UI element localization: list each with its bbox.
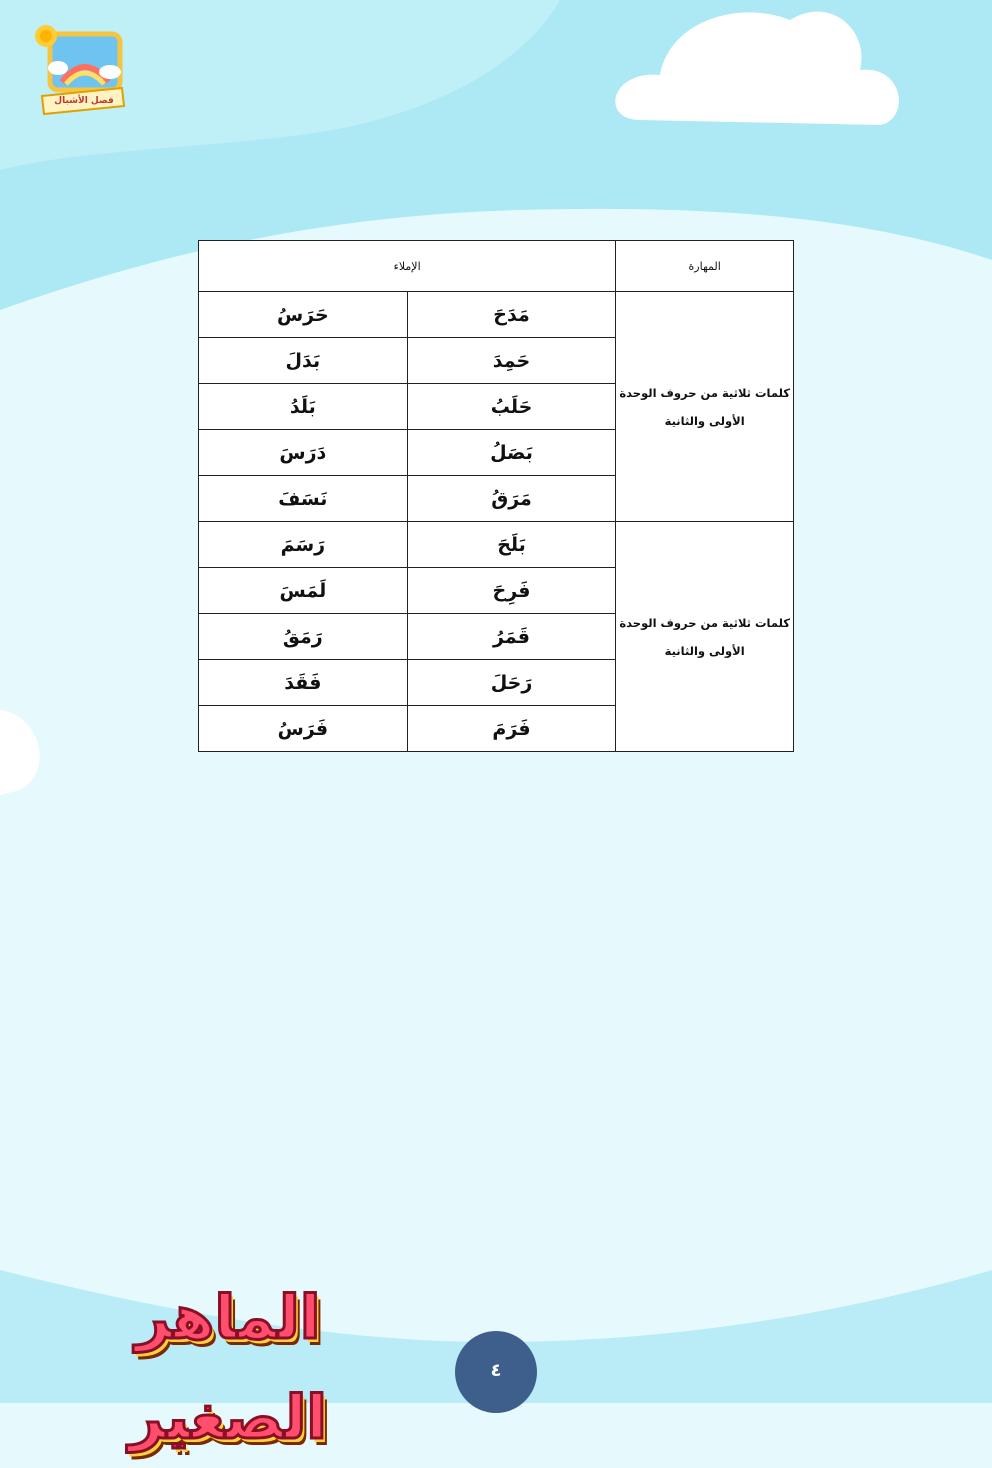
brand-logo-text: الماهر الصغير bbox=[129, 1283, 327, 1453]
skill-column-header: المهارة bbox=[616, 241, 794, 292]
word-cell: رَسَمَ bbox=[199, 522, 408, 568]
word-cell: فَرَسُ bbox=[199, 706, 408, 752]
word-cell: حَرَسُ bbox=[199, 292, 408, 338]
badge-text: فصل الأشبال bbox=[54, 96, 114, 106]
word-cell: لَمَسَ bbox=[199, 568, 408, 614]
word-cell: بَصَلُ bbox=[407, 430, 616, 476]
word-cell: رَمَقُ bbox=[199, 614, 408, 660]
word-cell: بَلَحَ bbox=[407, 522, 616, 568]
skill-description: كلمات ثلاثية من حروف الوحدة الأولى والثانية bbox=[616, 522, 794, 752]
word-cell: فَرَمَ bbox=[407, 706, 616, 752]
dictation-column-header: الإملاء bbox=[199, 241, 616, 292]
page-number-badge: ٤ bbox=[455, 1331, 537, 1413]
dictation-skills-table bbox=[198, 240, 794, 752]
word-cell: قَمَرُ bbox=[407, 614, 616, 660]
word-cell: بَدَلَ bbox=[199, 338, 408, 384]
skill-description: كلمات ثلاثية من حروف الوحدة الأولى والثانية bbox=[616, 292, 794, 522]
word-cell: دَرَسَ bbox=[199, 430, 408, 476]
word-cell: حَمِدَ bbox=[407, 338, 616, 384]
table-row bbox=[199, 292, 794, 338]
table-header-row bbox=[199, 241, 794, 292]
word-cell: فَقَدَ bbox=[199, 660, 408, 706]
word-cell: رَحَلَ bbox=[407, 660, 616, 706]
word-cell: بَلَدُ bbox=[199, 384, 408, 430]
word-cell: مَرَقُ bbox=[407, 476, 616, 522]
word-cell: حَلَبُ bbox=[407, 384, 616, 430]
word-cell: مَدَحَ bbox=[407, 292, 616, 338]
table-row bbox=[199, 522, 794, 568]
word-cell: فَرِحَ bbox=[407, 568, 616, 614]
word-cell: نَسَفَ bbox=[199, 476, 408, 522]
